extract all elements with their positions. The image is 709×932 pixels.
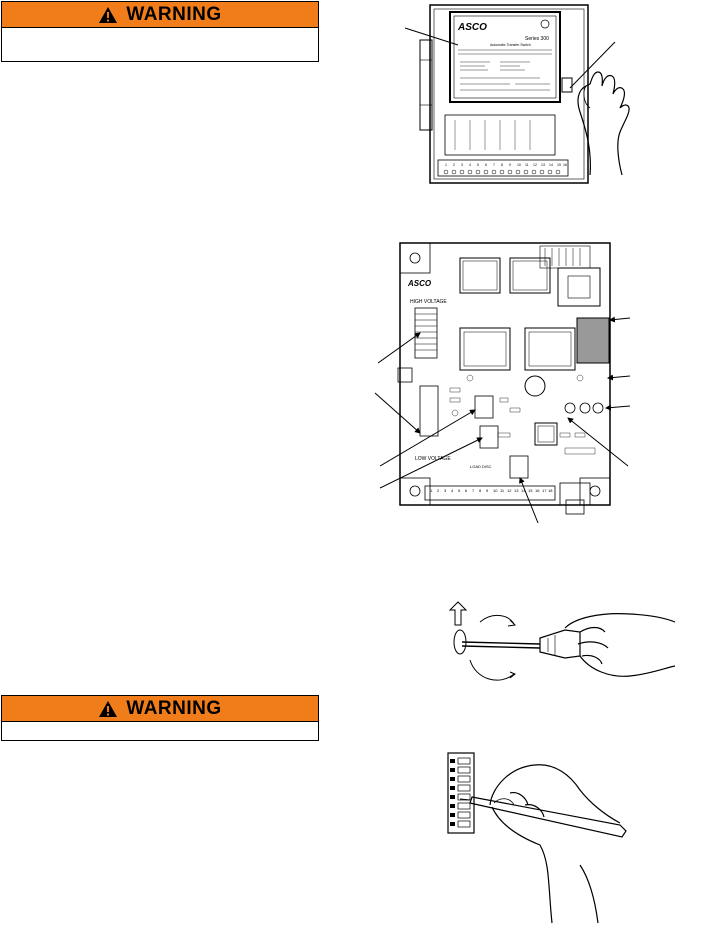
svg-text:8: 8 bbox=[501, 163, 503, 167]
warning-body bbox=[1, 28, 319, 62]
svg-text:11: 11 bbox=[525, 163, 529, 167]
svg-text:13: 13 bbox=[541, 163, 545, 167]
warning-triangle-icon bbox=[98, 700, 118, 718]
svg-text:3: 3 bbox=[444, 488, 447, 493]
warning-block-bottom bbox=[1, 695, 319, 741]
svg-text:7: 7 bbox=[472, 488, 475, 493]
svg-text:9: 9 bbox=[486, 488, 489, 493]
svg-text:2: 2 bbox=[453, 163, 455, 167]
load-disc-label: LOAD DISC bbox=[470, 464, 492, 469]
ul-mark-icon bbox=[541, 20, 549, 28]
controller-brand-label: ASCO bbox=[458, 22, 487, 33]
svg-text:12: 12 bbox=[507, 488, 512, 493]
rotate-arrow-icon bbox=[470, 660, 514, 680]
controller-subtitle-label: Automatic Transfer Switch bbox=[490, 43, 531, 47]
svg-text:13: 13 bbox=[514, 488, 519, 493]
svg-text:14: 14 bbox=[521, 488, 526, 493]
hand-drawing bbox=[490, 765, 620, 923]
svg-text:10: 10 bbox=[517, 163, 521, 167]
svg-text:4: 4 bbox=[451, 488, 454, 493]
svg-text:1: 1 bbox=[445, 163, 447, 167]
svg-text:10: 10 bbox=[493, 488, 498, 493]
figure-screwdriver-adjust bbox=[440, 600, 680, 700]
svg-text:16: 16 bbox=[563, 163, 567, 167]
svg-text:3: 3 bbox=[461, 163, 463, 167]
svg-text:4: 4 bbox=[469, 163, 471, 167]
svg-text:11: 11 bbox=[500, 488, 505, 493]
warning-label: WARNING bbox=[126, 697, 222, 719]
warning-label: WARNING bbox=[126, 3, 222, 25]
warning-header bbox=[1, 1, 319, 28]
svg-text:7: 7 bbox=[493, 163, 495, 167]
up-arrow-icon bbox=[450, 602, 466, 625]
svg-text:15: 15 bbox=[557, 163, 561, 167]
figure-dip-switch-pen bbox=[430, 745, 650, 925]
svg-text:18: 18 bbox=[548, 488, 553, 493]
high-voltage-label: HIGH VOLTAGE bbox=[410, 299, 447, 305]
svg-text:1: 1 bbox=[430, 488, 433, 493]
svg-text:17: 17 bbox=[542, 488, 547, 493]
controller-terminal-strip bbox=[445, 163, 567, 167]
figure-controller-with-hand bbox=[390, 0, 640, 190]
warning-header bbox=[1, 695, 319, 722]
hand-drawing bbox=[578, 72, 629, 175]
svg-text:14: 14 bbox=[549, 163, 553, 167]
board-brand-label: ASCO bbox=[408, 279, 432, 288]
svg-text:6: 6 bbox=[485, 163, 487, 167]
svg-text:8: 8 bbox=[479, 488, 482, 493]
svg-text:6: 6 bbox=[465, 488, 468, 493]
svg-text:15: 15 bbox=[528, 488, 533, 493]
low-voltage-label: LOW VOLTAGE bbox=[415, 456, 451, 462]
svg-text:5: 5 bbox=[458, 488, 461, 493]
svg-text:9: 9 bbox=[509, 163, 511, 167]
svg-text:16: 16 bbox=[535, 488, 540, 493]
hand-drawing bbox=[565, 614, 675, 677]
svg-text:2: 2 bbox=[437, 488, 440, 493]
svg-text:5: 5 bbox=[477, 163, 479, 167]
warning-block-top bbox=[1, 1, 319, 62]
warning-triangle-icon bbox=[98, 6, 118, 24]
rotate-arrow-icon bbox=[480, 615, 514, 624]
svg-text:12: 12 bbox=[533, 163, 537, 167]
warning-body bbox=[1, 722, 319, 741]
figure-circuit-board bbox=[370, 238, 630, 538]
controller-model-label: Series 300 bbox=[525, 36, 549, 42]
pen-drawing bbox=[470, 797, 626, 837]
board-terminal-strip bbox=[430, 488, 553, 493]
